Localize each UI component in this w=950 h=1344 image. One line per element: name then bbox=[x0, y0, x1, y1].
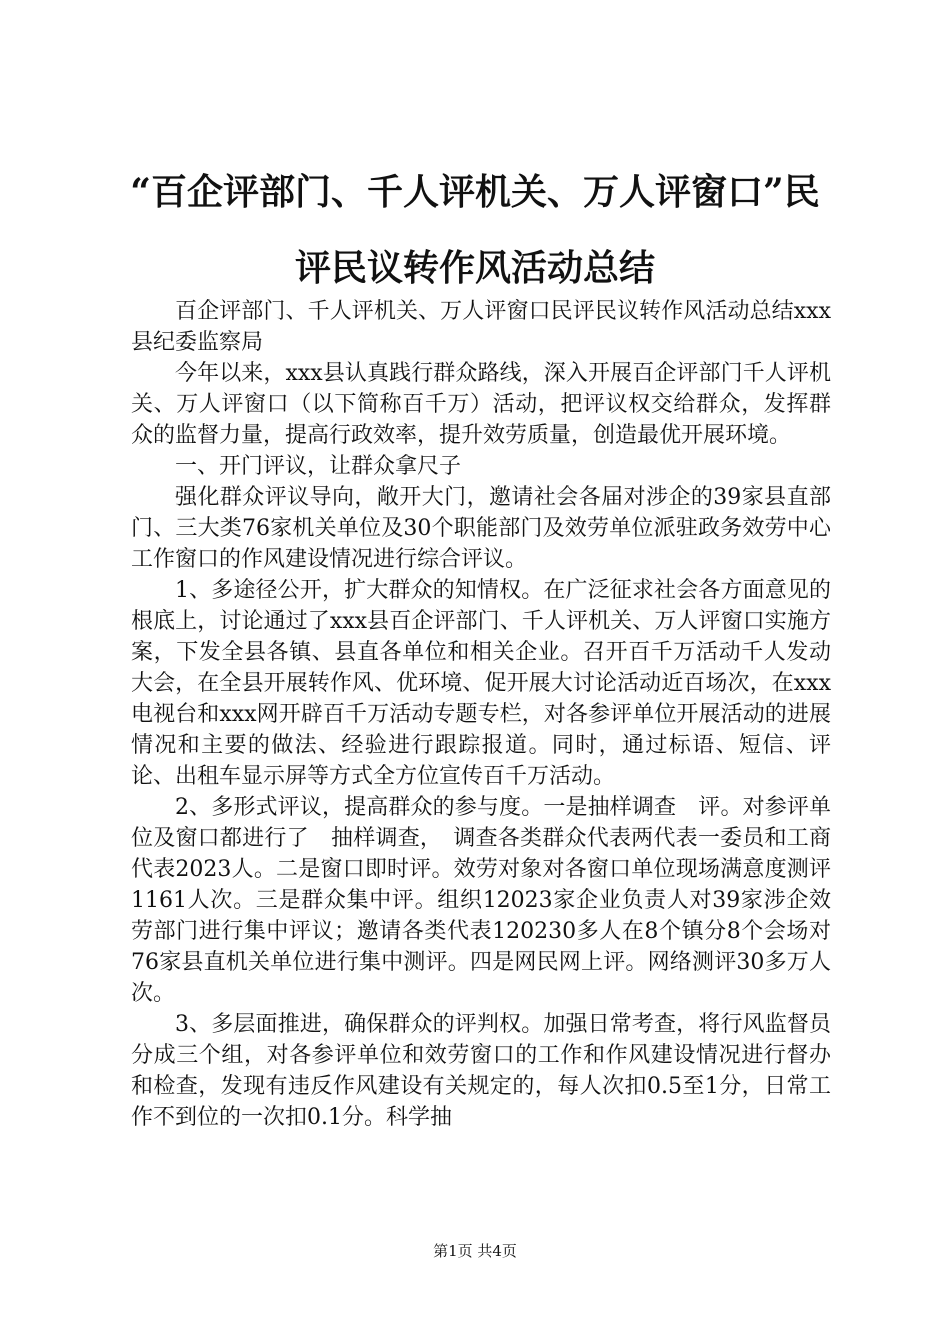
paragraph-item-2: 2、多形式评议，提高群众的参与度。一是抽样调查 评。对参评单位及窗口都进行了 抽样调查， 调查各类群众代表两代表一委员和工商代表2023人。二是窗口即时评。效劳对象对各窗口单位现场满意度测评1161人次。三是群众集中评。组织12023家企业负责人对39家涉企效劳部门进行集中评议；邀请各类代表120230多人在8个镇分8个会场对76家县直机关单位进行集中测评。四是网民网上评。网络测评30多万人次。 bbox=[131, 795, 831, 1006]
section-heading-1: 一、开门评议，让群众拿尺子 bbox=[175, 454, 462, 479]
paragraph-section-1: 强化群众评议导向，敞开大门，邀请社会各届对涉企的39家县直部门、三大类76家机关单位及30个职能部门及效劳单位派驻政务效劳中心工作窗口的作风建设情况进行综合评议。 bbox=[131, 485, 831, 572]
document-title-line-2: 评民议转作风活动总结 bbox=[294, 247, 655, 289]
paragraph-subtitle: 百企评部门、千人评机关、万人评窗口民评民议转作风活动总结xxx县纪委监察局 bbox=[131, 299, 831, 355]
page-number-footer: 第1页 共4页 bbox=[433, 1242, 517, 1260]
paragraph-item-1: 1、多途径公开，扩大群众的知情权。在广泛征求社会各方面意见的根底上，讨论通过了xxx县百企评部门、千人评机关、万人评窗口实施方案，下发全县各镇、县直各单位和相关企业。召开百千万活动千人发动大会，在全县开展转作风、优环境、促开展大讨论活动近百场次，在xxx电视台和xxx网开辟百千万活动专题专栏，对各参评单位开展活动的进展情况和主要的做法、经验进行跟踪报道。同时，通过标语、短信、评论、出租车显示屏等方式全方位宣传百千万活动。 bbox=[131, 578, 831, 789]
paragraph-intro: 今年以来，xxx县认真践行群众路线，深入开展百企评部门千人评机关、万人评窗口（以下简称百千万）活动，把评议权交给群众，发挥群众的监督力量，提高行政效率，提升效劳质量，创造最优开展环境。 bbox=[131, 361, 831, 448]
document-title-line-1: “百企评部门、千人评机关、万人评窗口”民 bbox=[130, 171, 820, 213]
document-body bbox=[131, 296, 831, 1133]
paragraph-item-3: 3、多层面推进，确保群众的评判权。加强日常考查，将行风监督员分成三个组，对各参评单位和效劳窗口的工作和作风建设情况进行督办和检查，发现有违反作风建设有关规定的，每人次扣0.5至1分，日常工作不到位的一次扣0.1分。科学抽 bbox=[131, 1012, 831, 1130]
